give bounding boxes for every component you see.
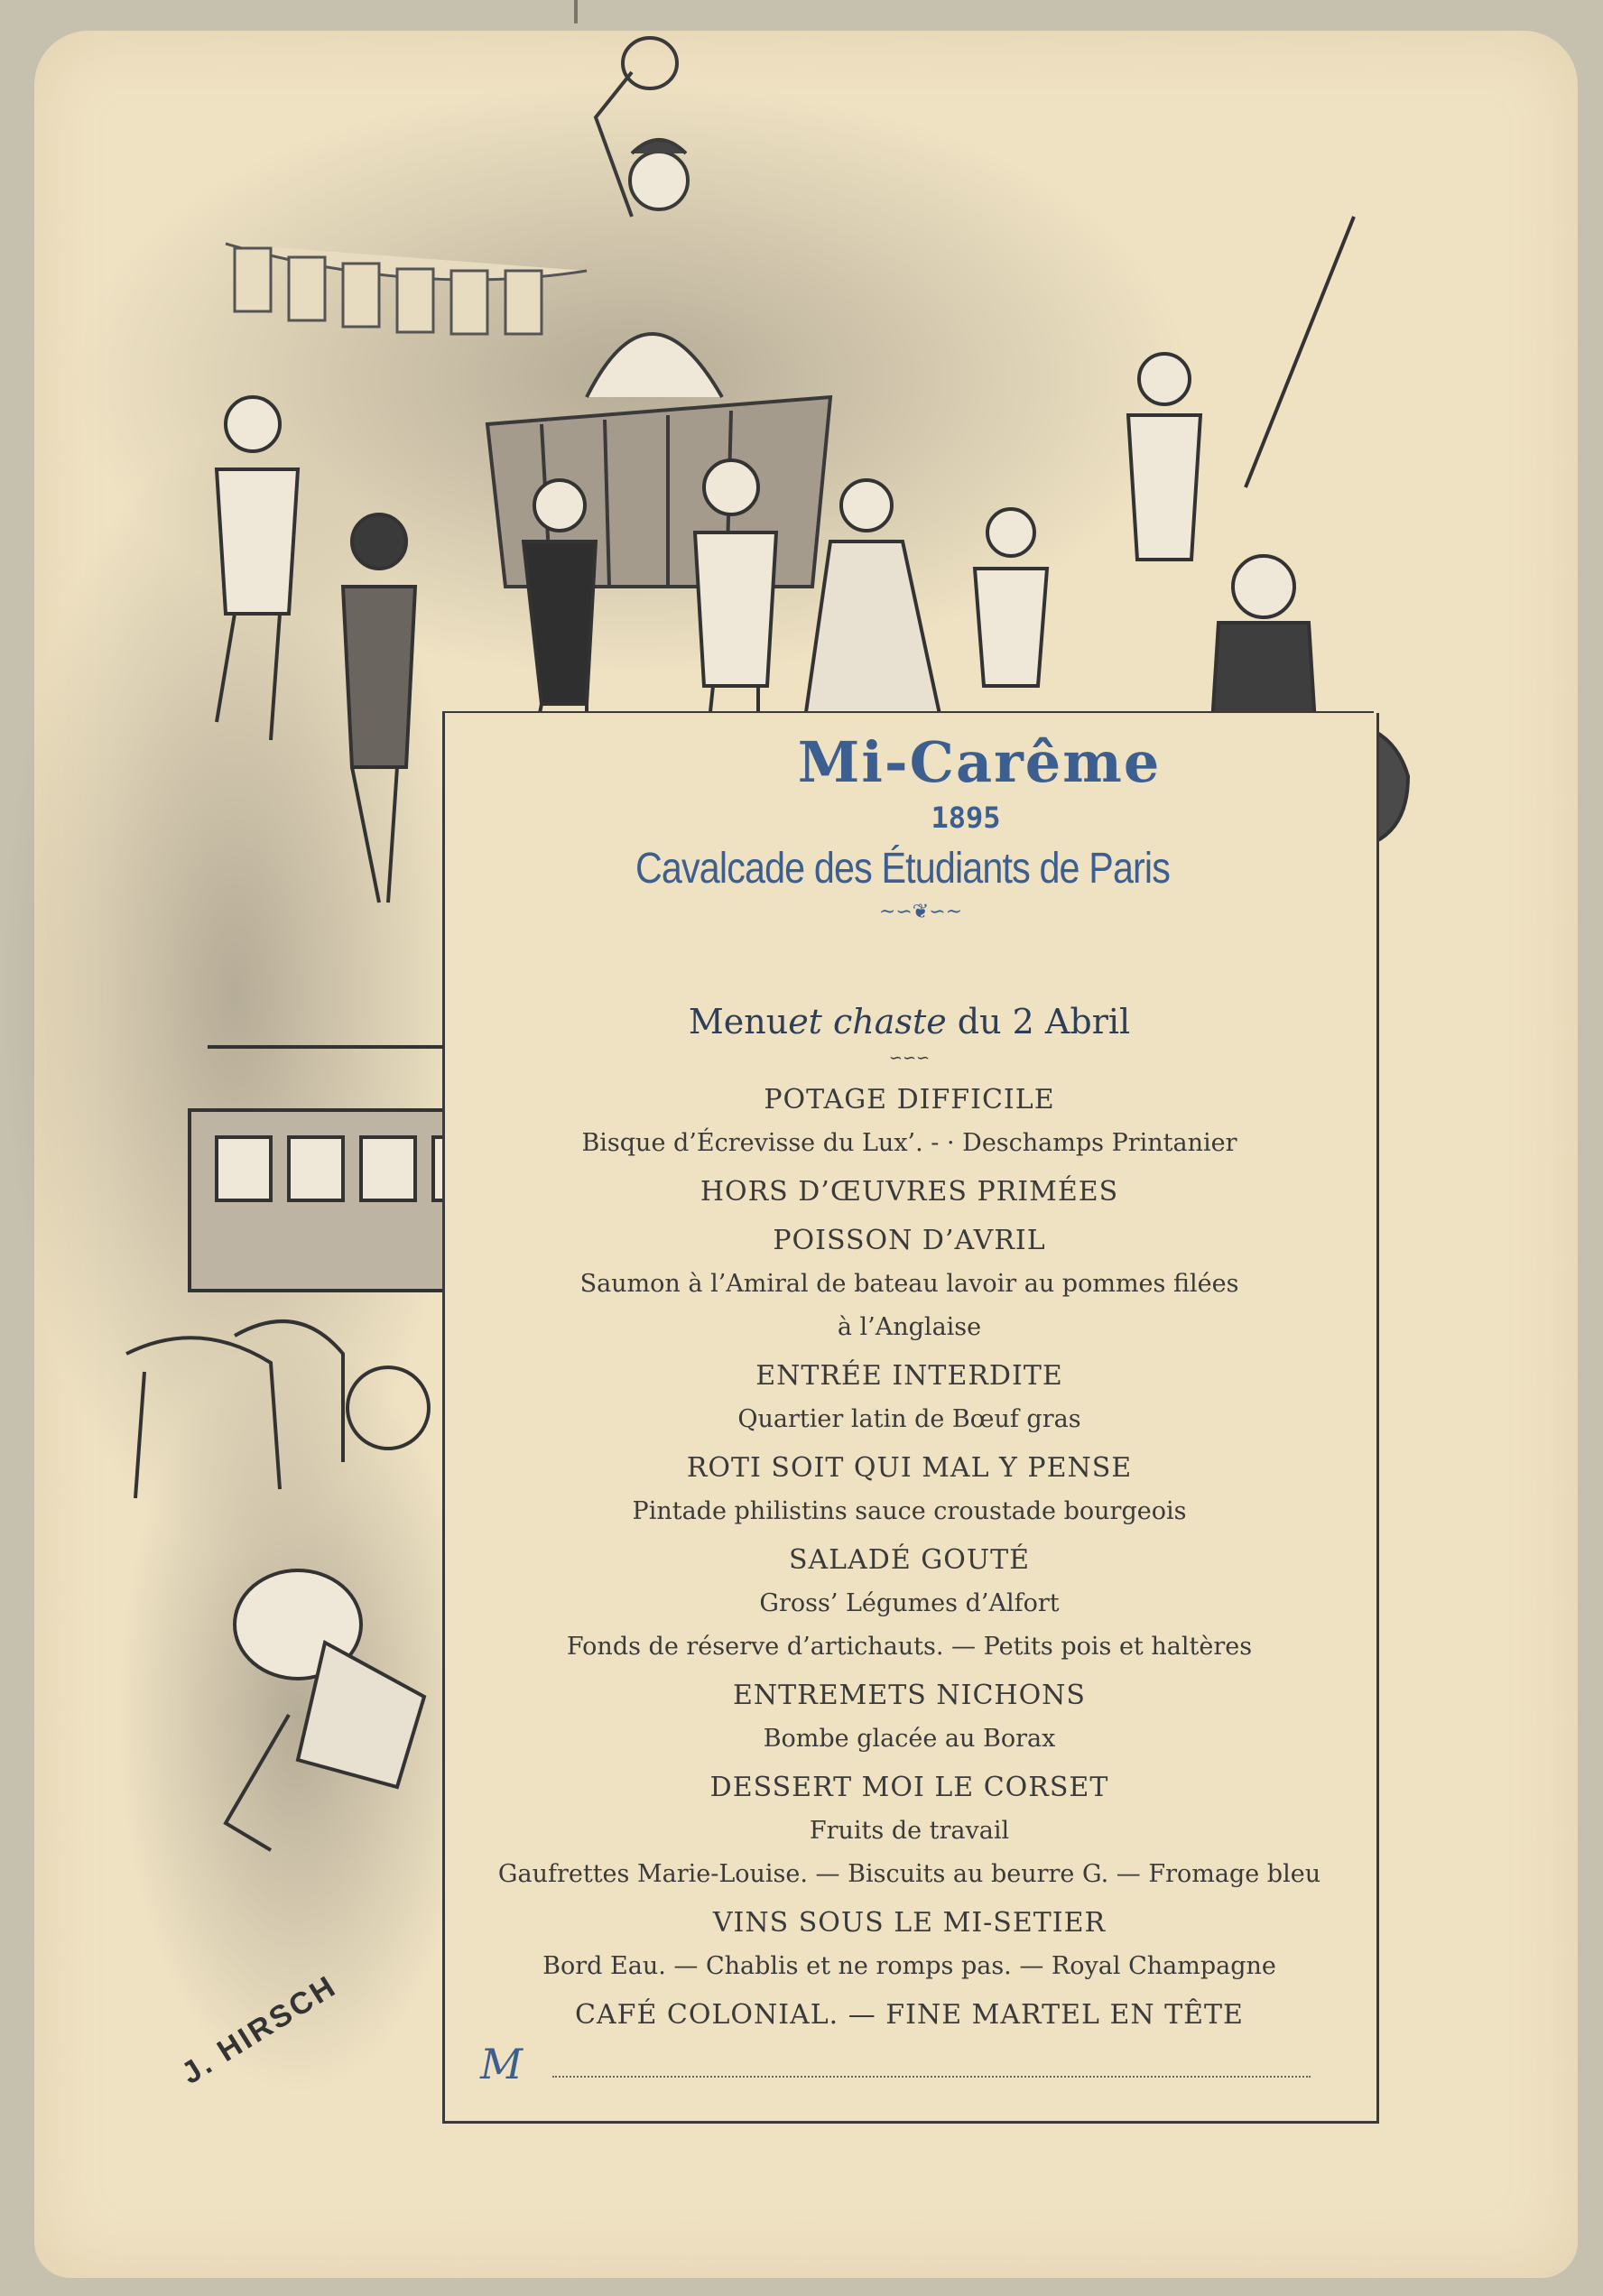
menu-dish: Bord Eau. — Chablis et ne romps pas. — Royal Champagne xyxy=(542,1952,1276,1980)
ornament-divider-icon: ~∽❦∽~ xyxy=(878,901,963,923)
menu-course: SALADÉ GOUTÉ xyxy=(788,1544,1031,1576)
menu-course: ENTRÉE INTERDITE xyxy=(755,1360,1063,1392)
artist-signature: J. HIRSCH xyxy=(175,1968,344,2091)
lower-left-shading xyxy=(117,1336,478,2094)
menu-course: POTAGE DIFFICILE xyxy=(764,1084,1055,1116)
menu-dish: Quartier latin de Bœuf gras xyxy=(737,1405,1081,1433)
menu-title-part3: du 2 Abril xyxy=(957,1002,1131,1042)
menu-title-part1: Menu xyxy=(688,1002,789,1042)
menu-course: DESSERT MOI LE CORSET xyxy=(709,1772,1109,1803)
menu-dish: Pintade philistins sauce croustade bourgeois xyxy=(632,1497,1187,1525)
menu-course: ROTI SOIT QUI MAL Y PENSE xyxy=(686,1452,1133,1484)
signature-initial: M xyxy=(480,2040,524,2088)
menu-course: ENTREMETS NICHONS xyxy=(733,1680,1086,1711)
menu-dish: à l’Anglaise xyxy=(837,1313,982,1341)
menu-lines xyxy=(451,1079,1367,2037)
menu-dish: Bombe glacée au Borax xyxy=(763,1725,1056,1753)
menu-course: VINS SOUS LE MI-SETIER xyxy=(712,1907,1107,1939)
menu-list xyxy=(451,1002,1367,2037)
menu-title xyxy=(451,1002,1367,1042)
menu-dish: Gaufrettes Marie-Louise. — Biscuits au beurre G. — Fromage bleu xyxy=(497,1860,1321,1888)
signature-dotted-line xyxy=(552,2076,1311,2078)
menu-title-part2: et chaste xyxy=(788,1002,947,1042)
menu-dish: Saumon à l’Amiral de bateau lavoir au pommes filées xyxy=(579,1270,1239,1298)
menu-course: HORS D’ŒUVRES PRIMÉES xyxy=(700,1176,1119,1208)
event-subtitle: Cavalcade des Étudiants de Paris xyxy=(635,845,1171,893)
event-title: Mi-Carême xyxy=(797,729,1162,795)
title-block xyxy=(560,729,1246,923)
menu-course: CAFÉ COLONIAL. — FINE MARTEL EN TÊTE xyxy=(575,1999,1244,2031)
menu-course: POISSON D’AVRIL xyxy=(773,1225,1046,1256)
small-ornament-icon: ∽∽∽ xyxy=(888,1049,931,1068)
menu-dish: Fonds de réserve d’artichauts. — Petits pois et haltères xyxy=(566,1633,1253,1661)
menu-dish: Fruits de travail xyxy=(809,1817,1010,1845)
menu-dish: Gross’ Légumes d’Alfort xyxy=(759,1589,1060,1617)
event-year: 1895 xyxy=(931,801,1001,835)
menu-dish: Bisque d’Écrevisse du Lux’. - · Deschamps Printanier xyxy=(581,1129,1237,1157)
